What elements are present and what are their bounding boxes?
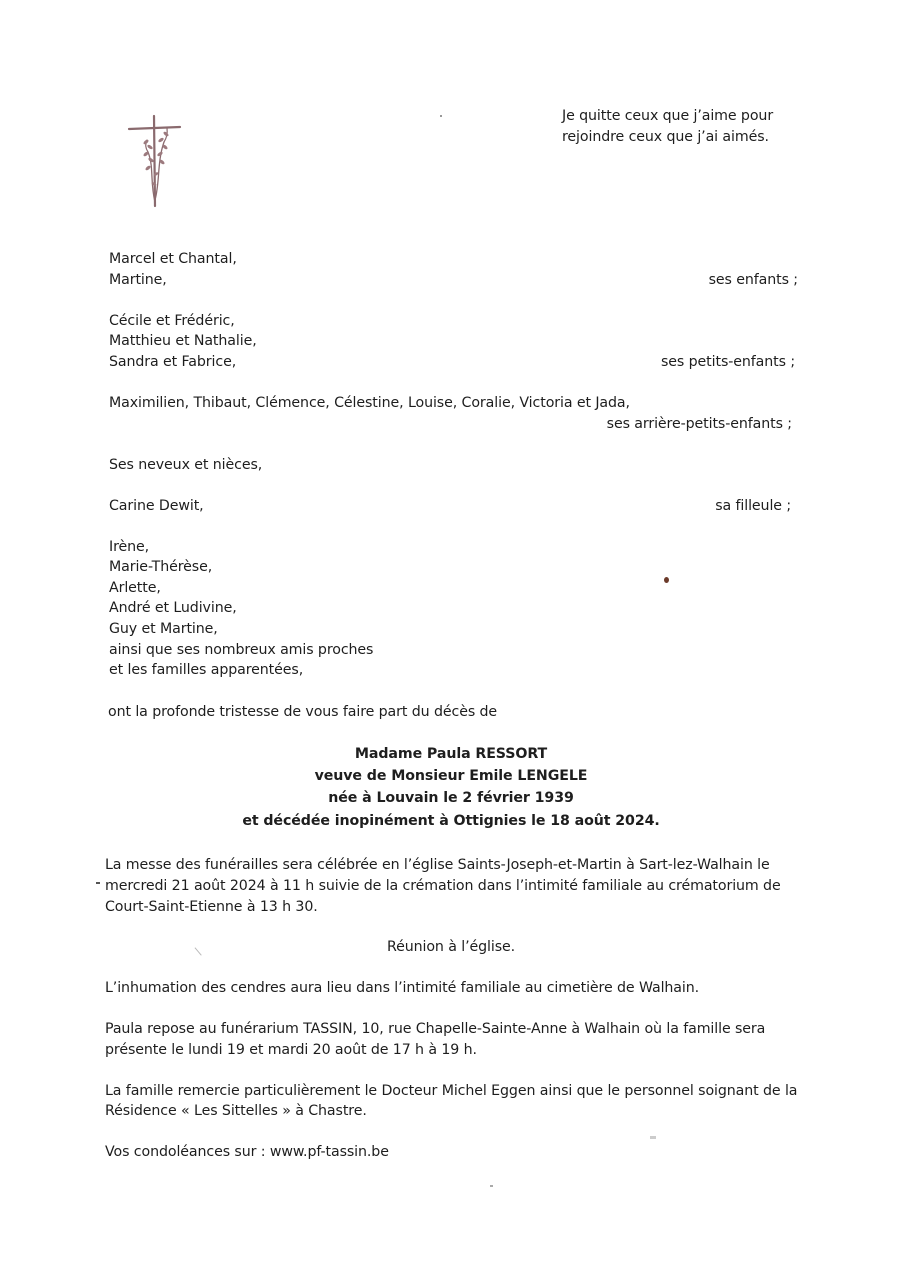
thanks-line-1: La famille remercie particulièrement le Docteur Michel Eggen ainsi que le personnel soignant de la (105, 1083, 798, 1099)
children-relation: ses enfants ; (708, 272, 798, 288)
friends-line-4: André et Ludivine, (109, 600, 237, 616)
cross-with-wheat-icon (124, 112, 184, 210)
grandchildren-line-3: Sandra et Fabrice, (109, 354, 237, 370)
burial-line: L’inhumation des cendres aura lieu dans l’intimité familiale au cimetière de Walhain. (105, 980, 700, 996)
scan-speck (440, 115, 442, 117)
deceased-birth: née à Louvain le 2 février 1939 (328, 790, 574, 806)
scan-speck (650, 1136, 656, 1139)
grandchildren-relation: ses petits-enfants ; (661, 354, 795, 370)
deceased-name: Madame Paula RESSORT (354, 746, 548, 762)
nephews-line: Ses neveux et nièces, (109, 457, 263, 473)
ceremony-line-3: Court-Saint-Etienne à 13 h 30. (105, 899, 318, 915)
viewing-line-2: présente le lundi 19 et mardi 20 août de 17 h à 19 h. (105, 1042, 477, 1058)
deceased-death: et décédée inopinément à Ottignies le 18 août 2024. (242, 813, 660, 829)
scan-speck (664, 577, 669, 583)
announcement-line: ont la profonde tristesse de vous faire part du décès de (108, 704, 498, 720)
friends-line-3: Arlette, (109, 580, 161, 596)
great-grandchildren-relation: ses arrière-petits-enfants ; (606, 416, 792, 432)
grandchildren-line-1: Cécile et Frédéric, (109, 313, 235, 329)
deceased-widow: veuve de Monsieur Emile LENGELE (314, 768, 588, 784)
ceremony-line-2: mercredi 21 août 2024 à 11 h suivie de la crémation dans l’intimité familiale au crématorium de (105, 878, 781, 894)
quote-line-2: rejoindre ceux que j’ai aimés. (562, 129, 769, 145)
friends-line-6: ainsi que ses nombreux amis proches (109, 642, 374, 658)
thanks-line-2: Résidence « Les Sittelles » à Chastre. (105, 1103, 367, 1119)
meeting-line: Réunion à l’église. (386, 939, 516, 955)
children-line-1: Marcel et Chantal, (109, 251, 237, 267)
quote-line-1: Je quitte ceux que j’aime pour (562, 108, 774, 124)
friends-line-1: Irène, (109, 539, 150, 555)
ceremony-line-1: La messe des funérailles sera célébrée en l’église Saints-Joseph-et-Martin à Sart-lez-Walhain le (105, 857, 770, 873)
friends-line-5: Guy et Martine, (109, 621, 218, 637)
children-line-2: Martine, (109, 272, 167, 288)
scan-speck (490, 1185, 493, 1187)
friends-line-7: et les familles apparentées, (109, 662, 304, 678)
scan-speck (96, 882, 100, 884)
friends-line-2: Marie-Thérèse, (109, 559, 213, 575)
grandchildren-line-2: Matthieu et Nathalie, (109, 333, 257, 349)
viewing-line-1: Paula repose au funérarium TASSIN, 10, rue Chapelle-Sainte-Anne à Walhain où la famille sera (105, 1021, 766, 1037)
condolences-line: Vos condoléances sur : www.pf-tassin.be (105, 1144, 389, 1160)
goddaughter-relation: sa filleule ; (715, 498, 791, 514)
goddaughter-name: Carine Dewit, (109, 498, 204, 514)
great-grandchildren-names: Maximilien, Thibaut, Clémence, Célestine, Louise, Coralie, Victoria et Jada, (109, 395, 630, 411)
